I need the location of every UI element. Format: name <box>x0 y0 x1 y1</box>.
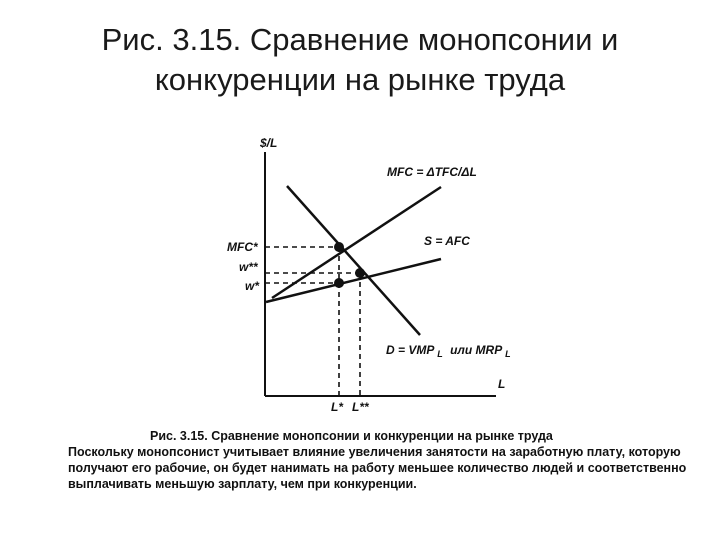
supply-curve-label: S = AFC <box>424 234 470 248</box>
mfc-curve <box>272 187 441 298</box>
y-tick-w-star: w* <box>245 279 260 293</box>
y-tick-mfc-star: MFC* <box>227 240 258 254</box>
demand-curve <box>287 186 420 335</box>
x-axis-label: L <box>498 377 506 391</box>
slide-title-line-2: конкуренции на рынке труда <box>154 62 566 97</box>
monopsony-wage-point <box>334 278 344 288</box>
demand-curve-label-sub-2: L <box>505 349 511 359</box>
monopsony-mfc-point <box>334 242 344 252</box>
slide-title-line-1: Рис. 3.15. Сравнение монопсонии и <box>101 22 619 57</box>
competitive-equilibrium-point <box>355 268 365 278</box>
supply-curve <box>266 259 441 302</box>
mfc-curve-label: MFC = ΔTFC/ΔL <box>387 165 477 179</box>
figure-caption <box>68 428 688 492</box>
x-tick-l-star: L* <box>331 400 343 414</box>
demand-curve-label-sub: L <box>437 349 443 359</box>
figure-caption-title: Рис. 3.15. Сравнение монопсонии и конкуренции на рынке труда <box>150 429 553 443</box>
y-tick-w-double-star: w** <box>239 260 258 274</box>
x-tick-l-double-star: L** <box>352 400 369 414</box>
demand-curve-label-main: D = VMP <box>386 343 434 357</box>
demand-curve-label-or: или MRP <box>450 343 502 357</box>
y-axis-label: $/L <box>260 136 278 150</box>
figure-caption-text: Поскольку монопсонист учитывает влияние увеличения занятости на заработную плату, которую получают его рабочие, он будет нанимать на работу меньшее количество людей и соответственно выплачивать меньшую зарплату, чем при конкуренции. <box>68 445 687 491</box>
demand-curve-label <box>386 343 511 360</box>
